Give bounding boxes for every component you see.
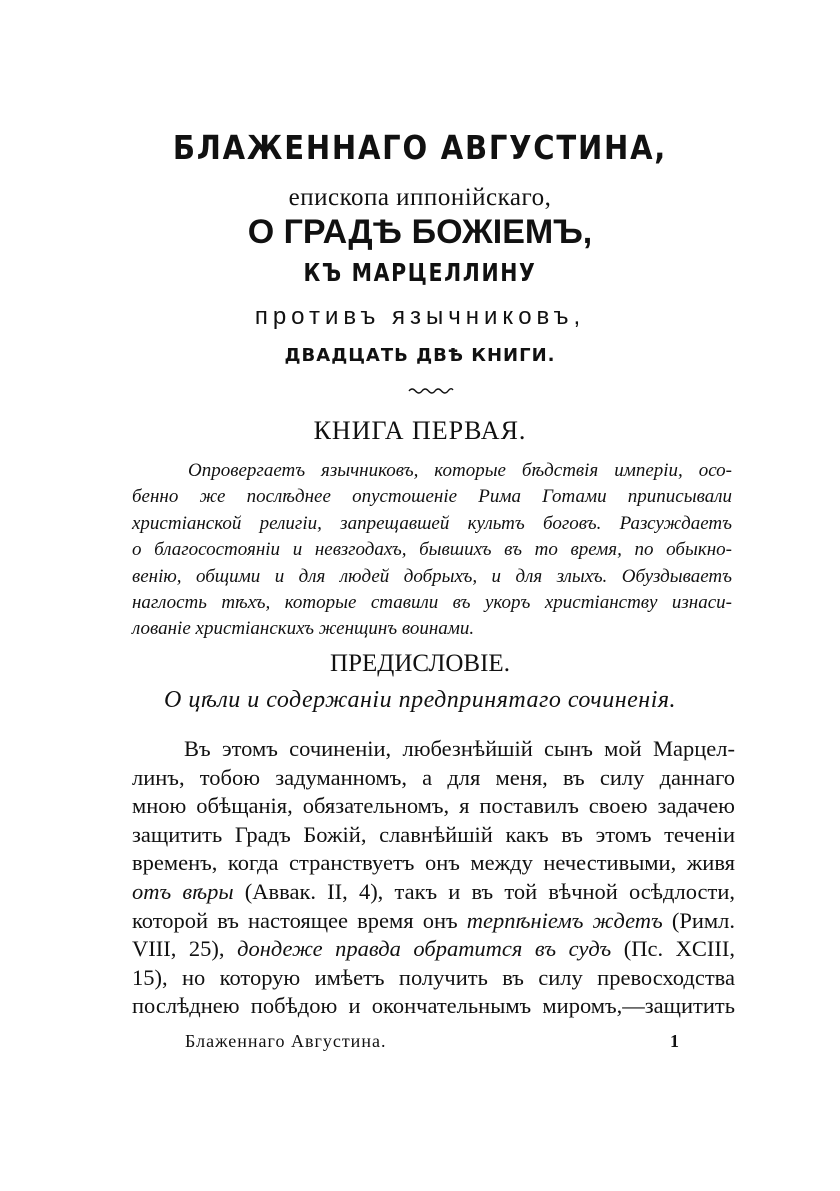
body-text-span: временъ, когда странствуетъ онъ между нечестивыми, живя bbox=[132, 850, 735, 876]
addressee-line: КЪ МАРЦЕЛЛИНУ bbox=[303, 258, 537, 287]
footer-signature: Блаженнаго Августина. bbox=[185, 1031, 387, 1051]
body-line bbox=[132, 735, 735, 764]
body-text-span: линъ, тобою задуманномъ, а для меня, въ силу даннаго bbox=[132, 764, 735, 790]
body-text-span: защитить Градъ Божій, славнѣйшій какъ въ этомъ теченіи bbox=[132, 821, 735, 847]
summary-line: Опровергаетъ язычниковъ, которые бѣдствія имперіи, осо- bbox=[188, 460, 732, 481]
body-line bbox=[132, 821, 735, 850]
author-subtitle: епископа иппонійскаго, bbox=[288, 184, 552, 211]
body-line bbox=[132, 935, 735, 964]
book-heading: КНИГА ПЕРВАЯ. bbox=[313, 416, 527, 445]
preface-subheading: О цѣли и содержаніи предпринятаго сочиненія. bbox=[163, 687, 677, 713]
body-text-span: послѣднею побѣдою и окончательнымъ миромъ,—защитить bbox=[132, 993, 735, 1019]
summary-line: лованіе христіанскихъ женщинъ воинами. bbox=[132, 618, 475, 640]
summary-line: венію, общими и для людей добрыхъ, и для злыхъ. Обуздываетъ bbox=[132, 565, 732, 587]
summary-line: о благосостояніи и невзгодахъ, бывшихъ въ то время, по обыкно- bbox=[132, 539, 732, 561]
body-text-span: мною обѣщанія, обязательномъ, я поставилъ своею задачею bbox=[132, 793, 735, 819]
body-line bbox=[132, 849, 735, 878]
against-line: противъ язычниковъ, bbox=[254, 303, 586, 330]
body-text-span: (Римл. bbox=[662, 907, 735, 933]
body-line bbox=[132, 878, 735, 907]
work-title: О ГРАДѢ БОЖІЕМЪ, bbox=[247, 213, 593, 251]
page-number: 1 bbox=[670, 1031, 679, 1051]
body-text-span: (Аввак. II, 4), такъ и въ той вѣчной осѣдлости, bbox=[233, 878, 735, 904]
body-text-span: (Пс. XCIII, bbox=[611, 936, 735, 962]
book-summary bbox=[132, 458, 732, 643]
body-text-span: VIII, 25), bbox=[132, 936, 238, 962]
body-text-span: Въ этомъ сочиненіи, любезнѣйшій сынъ мой Марцел- bbox=[184, 736, 735, 761]
body-text-span: 15), но которую имѣетъ получить въ силу превосходства bbox=[132, 964, 735, 990]
tilde-ornament-icon bbox=[408, 386, 454, 394]
body-italic-quote: отъ вѣры bbox=[132, 878, 234, 904]
body-italic-quote: дондеже правда обратится въ судъ bbox=[237, 936, 612, 962]
body-line bbox=[132, 792, 735, 821]
body-line bbox=[132, 907, 735, 936]
body-line bbox=[132, 964, 735, 993]
summary-line: христіанской религіи, запрещавшей культъ боговъ. Разсуждаетъ bbox=[132, 512, 732, 534]
body-text bbox=[132, 735, 735, 1021]
summary-line: бенно же послѣднее опустошеніе Рима Готами приписывали bbox=[132, 486, 732, 508]
body-line bbox=[132, 764, 735, 793]
preface-heading: ПРЕДИСЛОВІЕ. bbox=[330, 650, 510, 677]
summary-line: наглость тѣхъ, которые ставили въ укоръ христіанству изнаси- bbox=[132, 591, 732, 613]
body-line bbox=[132, 992, 735, 1021]
author-title: БЛАЖЕННАГО АВГУСТИНА, bbox=[172, 128, 668, 167]
body-italic-quote: терпѣніемъ ждетъ bbox=[466, 907, 663, 933]
books-count-line: ДВАДЦАТЬ ДВѢ КНИГИ. bbox=[284, 345, 556, 366]
body-text-span: которой въ настоящее время онъ bbox=[132, 907, 467, 933]
